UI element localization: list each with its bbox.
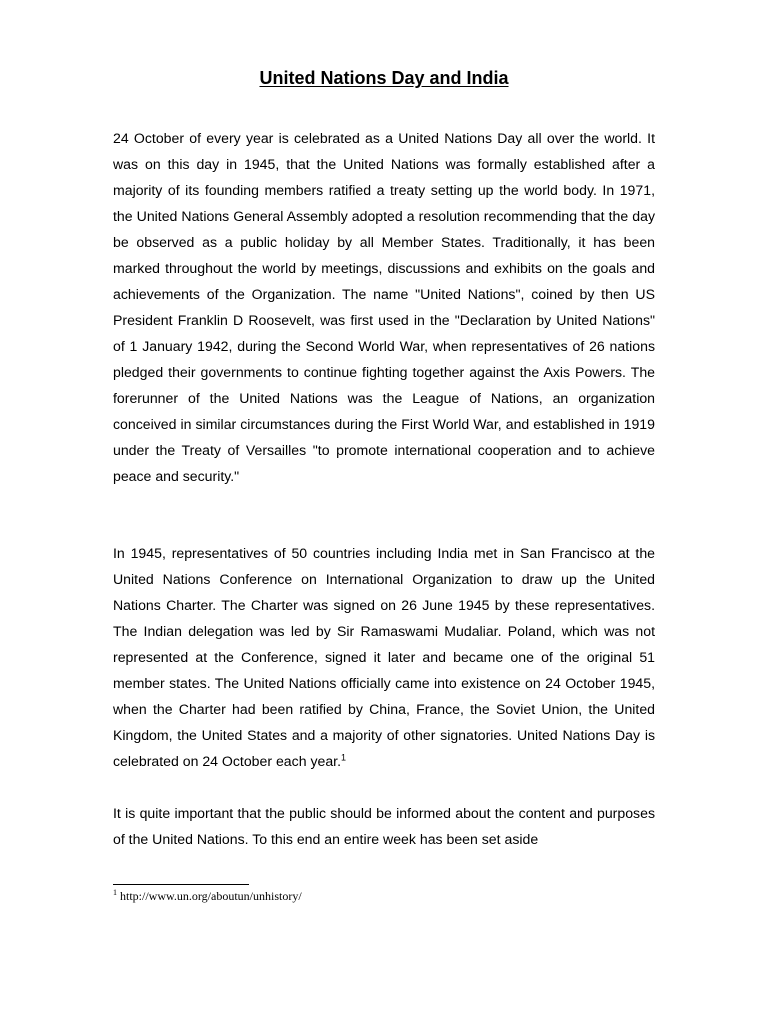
footnote-separator (113, 884, 249, 885)
document-title (0, 68, 768, 89)
footnote-number: 1 (113, 888, 117, 897)
paragraph-1: 24 October of every year is celebrated as a United Nations Day all over the world. It was on this day in 1945, that the United Nations was formally established after a majority of its founding members ratified a treaty setting up the world body. In 1971, the United Nations General Assembly adopted a resolution recommending that the day be observed as a public holiday by all Member States. Traditionally, it has been marked throughout the world by meetings, discussions and exhibits on the goals and achievements of the Organization. The name "United Nations", coined by then US President Franklin D Roosevelt, was first used in the "Declaration by United Nations" of 1 January 1942, during the Second World War, when representatives of 26 nations pledged their governments to continue fighting together against the Axis Powers. The forerunner of the United Nations was the League of Nations, an organization conceived in similar circumstances during the First World War, and established in 1919 under the Treaty of Versailles "to promote international cooperation and to achieve peace and security." (113, 130, 655, 484)
footnote-reference: 1 (341, 752, 347, 763)
paragraph-3: It is quite important that the public should be informed about the content and purposes of the United Nations. To this end an entire week has been set aside (113, 805, 655, 847)
footnote-link[interactable]: http://www.un.org/aboutun/unhistory/ (120, 889, 302, 903)
paragraph-2 (113, 540, 655, 774)
footnote (113, 888, 302, 904)
paragraph-2-text: In 1945, representatives of 50 countries including India met in San Francisco at the United Nations Conference on International Organization to draw up the United Nations Charter. The Charter was signed on 26 June 1945 by these representatives. The Indian delegation was led by Sir Ramaswami Mudaliar. Poland, which was not represented at the Conference, signed it later and became one of the original 51 member states. The United Nations officially came into existence on 24 October 1945, when the Charter had been ratified by China, France, the Soviet Union, the United Kingdom, the United States and a majority of other signatories. United Nations Day is celebrated on 24 October each year. (113, 545, 655, 769)
document-title-text: United Nations Day and India (259, 68, 509, 88)
